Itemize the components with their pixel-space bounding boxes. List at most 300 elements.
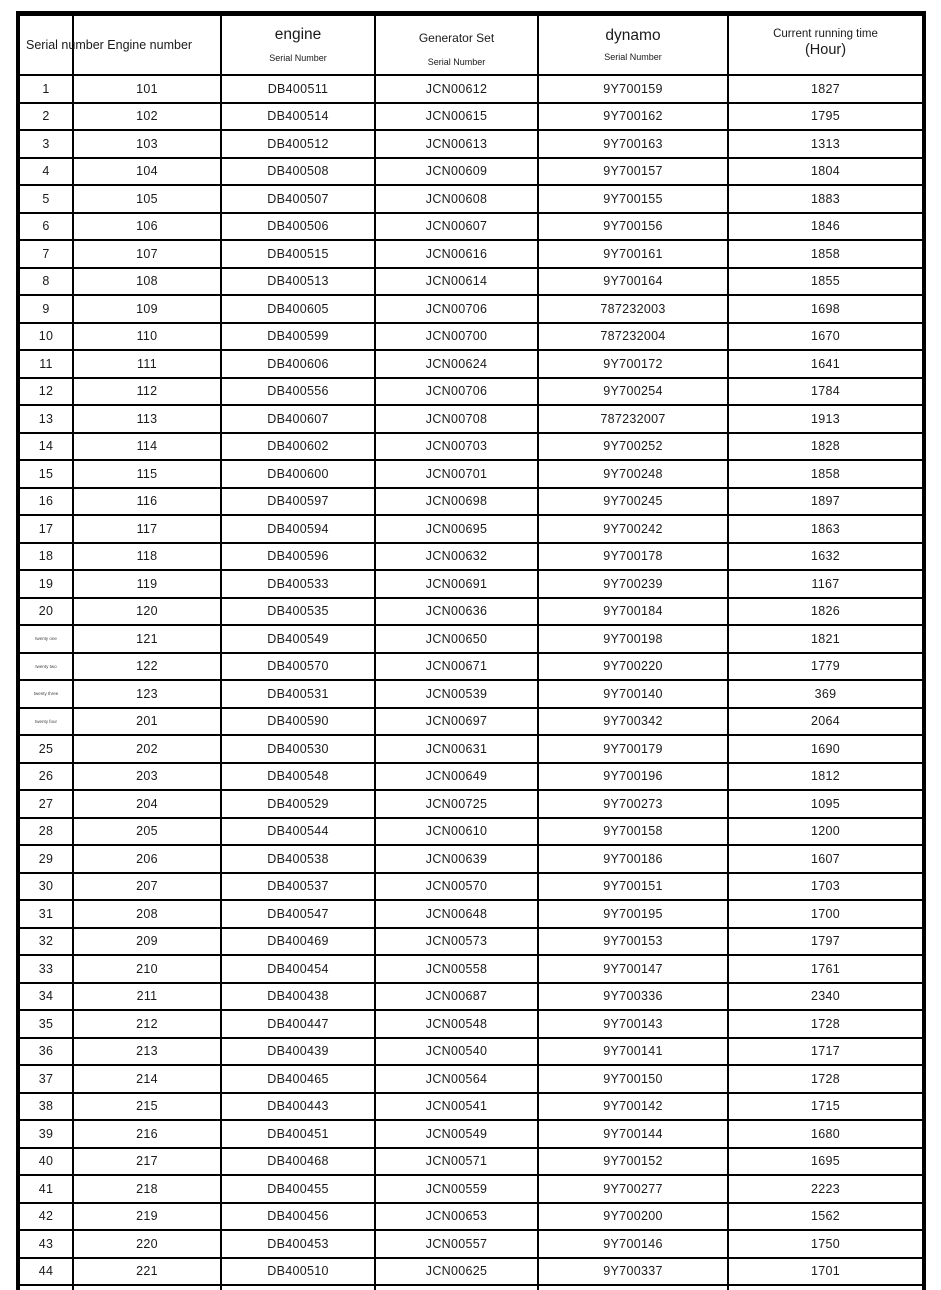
engine-serial-cell: DB400530	[221, 735, 375, 763]
engine-number-cell: 212	[73, 1010, 221, 1038]
hours-cell: 1641	[728, 350, 924, 378]
engine-number-cell: 108	[73, 268, 221, 296]
generator-serial-cell: JCN00636	[375, 598, 538, 626]
generator-serial-cell: JCN00571	[375, 1148, 538, 1176]
engine-number-cell: 122	[73, 653, 221, 681]
serial-cell: 41	[18, 1175, 73, 1203]
header-running-time	[728, 14, 924, 76]
hours-cell: 1680	[728, 1120, 924, 1148]
engine-serial-cell: DB400468	[221, 1148, 375, 1176]
dynamo-serial-cell: 9Y700198	[538, 625, 728, 653]
engine-serial-cell: DB400535	[221, 598, 375, 626]
hours-cell: 1855	[728, 268, 924, 296]
table-row	[18, 268, 924, 296]
dynamo-serial-cell: 9Y700342	[538, 708, 728, 736]
dynamo-serial-cell: 9Y700144	[538, 1120, 728, 1148]
table-row	[18, 240, 924, 268]
engine-serial-cell: DB400531	[221, 680, 375, 708]
engine-serial-cell: DB400456	[221, 1203, 375, 1231]
dynamo-serial-cell: 9Y700186	[538, 845, 728, 873]
hours-cell: 1897	[728, 488, 924, 516]
generator-serial-cell: JCN00557	[375, 1230, 538, 1258]
engine-header-title: engine	[274, 26, 322, 43]
serial-cell: 36	[18, 1038, 73, 1066]
running-time-header-unit: (Hour)	[804, 42, 847, 58]
hours-cell: 1858	[728, 460, 924, 488]
generator-serial-cell: JCN00650	[375, 625, 538, 653]
generator-header-title: Generator Set	[418, 31, 495, 45]
generator-serial-cell: JCN00687	[375, 983, 538, 1011]
serial-cell: 3	[18, 130, 73, 158]
generator-serial-cell: JCN00700	[375, 323, 538, 351]
serial-cell: 5	[18, 185, 73, 213]
table-row	[18, 1065, 924, 1093]
hours-cell: 1095	[728, 790, 924, 818]
dynamo-serial-cell: 9Y700142	[538, 1093, 728, 1121]
serial-cell: 15	[18, 460, 73, 488]
engine-serial-cell: DB400507	[221, 185, 375, 213]
dynamo-serial-cell: 9Y700163	[538, 130, 728, 158]
dynamo-serial-cell: 9Y700196	[538, 763, 728, 791]
hours-cell: 1698	[728, 295, 924, 323]
table-row	[18, 295, 924, 323]
dynamo-serial-cell: 9Y700337	[538, 1258, 728, 1286]
table-row	[18, 570, 924, 598]
hours-cell: 1313	[728, 130, 924, 158]
dynamo-serial-cell: 9Y700195	[538, 900, 728, 928]
engine-number-cell: 120	[73, 598, 221, 626]
engine-serial-cell: DB400506	[221, 213, 375, 241]
engine-number-cell: 105	[73, 185, 221, 213]
hours-cell: 1717	[728, 1038, 924, 1066]
dynamo-serial-cell: 9Y700155	[538, 185, 728, 213]
generator-serial-cell: JCN00706	[375, 378, 538, 406]
table-row	[18, 1148, 924, 1176]
serial-cell: 13	[18, 405, 73, 433]
engine-number-cell: 210	[73, 955, 221, 983]
hours-cell: 1632	[728, 543, 924, 571]
hours-cell: 1826	[728, 598, 924, 626]
generator-serial-cell: JCN00573	[375, 928, 538, 956]
generator-serial-cell: JCN00698	[375, 488, 538, 516]
table-row	[18, 323, 924, 351]
dynamo-serial-cell: 9Y700179	[538, 735, 728, 763]
engine-serial-cell: DB400511	[221, 75, 375, 103]
generator-serial-cell: JCN00691	[375, 570, 538, 598]
generator-serial-cell: JCN00558	[375, 955, 538, 983]
dynamo-serial-cell: 9Y700252	[538, 433, 728, 461]
header-dynamo-serial	[538, 14, 728, 76]
dynamo-header-subtitle: Serial Number	[604, 52, 662, 62]
generator-serial-cell: JCN00607	[375, 213, 538, 241]
engine-serial-cell: DB400510	[221, 1258, 375, 1286]
serial-cell: 8	[18, 268, 73, 296]
hours-cell: 1728	[728, 1010, 924, 1038]
dynamo-serial-cell: 9Y700161	[538, 240, 728, 268]
engine-serial-cell: DB400533	[221, 570, 375, 598]
serial-cell: twenty two	[18, 653, 73, 681]
engine-serial-cell: DB400556	[221, 378, 375, 406]
table-row	[18, 680, 924, 708]
serial-cell: 34	[18, 983, 73, 1011]
serial-cell: 2	[18, 103, 73, 131]
table-row	[18, 213, 924, 241]
engine-number-cell: 218	[73, 1175, 221, 1203]
engine-serial-cell: DB400537	[221, 873, 375, 901]
table-row	[18, 790, 924, 818]
hours-cell: 1863	[728, 515, 924, 543]
table-row	[18, 405, 924, 433]
generator-serial-cell: JCN00549	[375, 1120, 538, 1148]
engine-serial-cell: DB400599	[221, 323, 375, 351]
engine-serial-cell: DB400455	[221, 1175, 375, 1203]
dynamo-serial-cell: 9Y700141	[538, 1038, 728, 1066]
header-generator-serial	[375, 14, 538, 76]
serial-cell: 12	[18, 378, 73, 406]
table-row	[18, 598, 924, 626]
engine-number-cell: 114	[73, 433, 221, 461]
engine-serial-cell: DB400606	[221, 350, 375, 378]
serial-cell: twenty three	[18, 680, 73, 708]
engine-number-cell: 115	[73, 460, 221, 488]
serial-cell: 39	[18, 1120, 73, 1148]
generator-header-subtitle: Serial Number	[427, 57, 486, 67]
table-row	[18, 130, 924, 158]
serial-cell: 1	[18, 75, 73, 103]
serial-cell: 14	[18, 433, 73, 461]
engine-serial-cell: DB400570	[221, 653, 375, 681]
hours-cell: 1703	[728, 873, 924, 901]
table-row	[18, 1120, 924, 1148]
generator-serial-cell: JCN00608	[375, 185, 538, 213]
hours-cell: 1700	[728, 900, 924, 928]
hours-cell: 1846	[728, 213, 924, 241]
dynamo-serial-cell: 9Y700172	[538, 350, 728, 378]
generator-serial-cell: JCN00610	[375, 818, 538, 846]
generator-serial-cell: JCN00616	[375, 240, 538, 268]
empty-cell	[375, 1285, 538, 1290]
serial-cell: 37	[18, 1065, 73, 1093]
serial-cell: 44	[18, 1258, 73, 1286]
serial-cell: 18	[18, 543, 73, 571]
engine-number-cell: 216	[73, 1120, 221, 1148]
engine-serial-cell: DB400590	[221, 708, 375, 736]
header-engine-serial	[221, 14, 375, 76]
engine-number-cell: 208	[73, 900, 221, 928]
dynamo-serial-cell: 9Y700220	[538, 653, 728, 681]
serial-cell: 31	[18, 900, 73, 928]
dynamo-serial-cell: 9Y700254	[538, 378, 728, 406]
engine-number-cell: 202	[73, 735, 221, 763]
dynamo-serial-cell: 9Y700150	[538, 1065, 728, 1093]
engine-serial-cell: DB400600	[221, 460, 375, 488]
table-row	[18, 515, 924, 543]
partial-row	[18, 1285, 924, 1290]
dynamo-serial-cell: 9Y700242	[538, 515, 728, 543]
dynamo-serial-cell: 9Y700158	[538, 818, 728, 846]
serial-cell: 28	[18, 818, 73, 846]
generator-serial-cell: JCN00615	[375, 103, 538, 131]
generator-serial-cell: JCN00695	[375, 515, 538, 543]
serial-cell: 11	[18, 350, 73, 378]
serial-cell: 42	[18, 1203, 73, 1231]
engine-serial-cell: DB400469	[221, 928, 375, 956]
engine-number-cell: 117	[73, 515, 221, 543]
engine-serial-cell: DB400513	[221, 268, 375, 296]
dynamo-serial-cell: 9Y700147	[538, 955, 728, 983]
generator-serial-cell: JCN00539	[375, 680, 538, 708]
hours-cell: 369	[728, 680, 924, 708]
hours-cell: 1804	[728, 158, 924, 186]
table-row	[18, 1230, 924, 1258]
header-engine-number	[73, 14, 221, 76]
hours-cell: 1695	[728, 1148, 924, 1176]
engine-number-cell: 104	[73, 158, 221, 186]
dynamo-serial-cell: 9Y700239	[538, 570, 728, 598]
hours-cell: 1913	[728, 405, 924, 433]
dynamo-serial-cell: 9Y700157	[538, 158, 728, 186]
generator-serial-cell: JCN00639	[375, 845, 538, 873]
serial-cell: 16	[18, 488, 73, 516]
engine-number-cell: 207	[73, 873, 221, 901]
engine-serial-cell: DB400515	[221, 240, 375, 268]
generator-serial-cell: JCN00671	[375, 653, 538, 681]
hours-cell: 1607	[728, 845, 924, 873]
dynamo-serial-cell: 9Y700248	[538, 460, 728, 488]
table-row	[18, 1175, 924, 1203]
engine-serial-cell: DB400544	[221, 818, 375, 846]
table-row	[18, 653, 924, 681]
table-row	[18, 735, 924, 763]
serial-cell: 35	[18, 1010, 73, 1038]
engine-number-cell: 106	[73, 213, 221, 241]
engine-serial-cell: DB400438	[221, 983, 375, 1011]
engine-number-cell: 206	[73, 845, 221, 873]
engine-number-cell: 118	[73, 543, 221, 571]
engine-number-cell: 215	[73, 1093, 221, 1121]
hours-cell: 1670	[728, 323, 924, 351]
engine-number-cell: 113	[73, 405, 221, 433]
table-row	[18, 350, 924, 378]
engine-number-cell: 107	[73, 240, 221, 268]
hours-cell: 2223	[728, 1175, 924, 1203]
dynamo-serial-cell: 9Y700200	[538, 1203, 728, 1231]
serial-cell: 43	[18, 1230, 73, 1258]
hours-cell: 1728	[728, 1065, 924, 1093]
engine-serial-cell: DB400597	[221, 488, 375, 516]
table-row	[18, 1038, 924, 1066]
engine-number-cell: 221	[73, 1258, 221, 1286]
table-row	[18, 818, 924, 846]
table-row	[18, 708, 924, 736]
equipment-table	[16, 11, 926, 1290]
hours-cell: 2340	[728, 983, 924, 1011]
serial-cell: 29	[18, 845, 73, 873]
engine-serial-cell: DB400465	[221, 1065, 375, 1093]
serial-cell: 7	[18, 240, 73, 268]
engine-serial-cell: DB400549	[221, 625, 375, 653]
generator-serial-cell: JCN00612	[375, 75, 538, 103]
table-row	[18, 955, 924, 983]
dynamo-serial-cell: 9Y700143	[538, 1010, 728, 1038]
dynamo-serial-cell: 9Y700146	[538, 1230, 728, 1258]
empty-cell	[18, 1285, 73, 1290]
hours-cell: 1795	[728, 103, 924, 131]
table-row	[18, 873, 924, 901]
generator-serial-cell: JCN00648	[375, 900, 538, 928]
generator-serial-cell: JCN00701	[375, 460, 538, 488]
engine-number-cell: 211	[73, 983, 221, 1011]
engine-number-cell: 102	[73, 103, 221, 131]
dynamo-serial-cell: 9Y700156	[538, 213, 728, 241]
engine-serial-cell: DB400454	[221, 955, 375, 983]
engine-serial-cell: DB400605	[221, 295, 375, 323]
dynamo-serial-cell: 9Y700159	[538, 75, 728, 103]
serial-cell: 4	[18, 158, 73, 186]
serial-cell: 19	[18, 570, 73, 598]
dynamo-serial-cell: 9Y700178	[538, 543, 728, 571]
engine-number-cell: 204	[73, 790, 221, 818]
hours-cell: 1827	[728, 75, 924, 103]
empty-cell	[538, 1285, 728, 1290]
engine-serial-cell: DB400548	[221, 763, 375, 791]
hours-cell: 1828	[728, 433, 924, 461]
generator-serial-cell: JCN00625	[375, 1258, 538, 1286]
engine-number-cell: 101	[73, 75, 221, 103]
header-serial-number	[18, 14, 193, 76]
engine-number-cell: 219	[73, 1203, 221, 1231]
engine-number-cell: 220	[73, 1230, 221, 1258]
serial-cell: twenty one	[18, 625, 73, 653]
serial-cell: 9	[18, 295, 73, 323]
hours-cell: 1715	[728, 1093, 924, 1121]
serial-cell: 25	[18, 735, 73, 763]
engine-number-cell: 111	[73, 350, 221, 378]
hours-cell: 1858	[728, 240, 924, 268]
dynamo-serial-cell: 787232004	[538, 323, 728, 351]
serial-cell: 40	[18, 1148, 73, 1176]
serial-cell: twenty four	[18, 708, 73, 736]
engine-serial-cell: DB400439	[221, 1038, 375, 1066]
engine-serial-cell: DB400512	[221, 130, 375, 158]
generator-serial-cell: JCN00564	[375, 1065, 538, 1093]
empty-cell	[221, 1285, 375, 1290]
engine-number-cell: 203	[73, 763, 221, 791]
generator-serial-cell: JCN00540	[375, 1038, 538, 1066]
engine-number-cell: 110	[73, 323, 221, 351]
serial-cell: 32	[18, 928, 73, 956]
generator-serial-cell: JCN00624	[375, 350, 538, 378]
engine-number-cell: 109	[73, 295, 221, 323]
hours-cell: 2064	[728, 708, 924, 736]
engine-number-cell: 213	[73, 1038, 221, 1066]
engine-serial-cell: DB400447	[221, 1010, 375, 1038]
dynamo-serial-cell: 9Y700277	[538, 1175, 728, 1203]
engine-number-cell: 119	[73, 570, 221, 598]
dynamo-serial-cell: 9Y700164	[538, 268, 728, 296]
table-row	[18, 1010, 924, 1038]
hours-cell: 1200	[728, 818, 924, 846]
engine-number-cell: 217	[73, 1148, 221, 1176]
hours-cell: 1690	[728, 735, 924, 763]
table-row	[18, 1203, 924, 1231]
engine-serial-cell: DB400594	[221, 515, 375, 543]
serial-engine-header-label: Serial number Engine number	[26, 38, 193, 52]
serial-cell: 30	[18, 873, 73, 901]
generator-serial-cell: JCN00548	[375, 1010, 538, 1038]
hours-cell: 1883	[728, 185, 924, 213]
engine-serial-cell: DB400508	[221, 158, 375, 186]
engine-header-subtitle: Serial Number	[269, 53, 327, 63]
table-row	[18, 103, 924, 131]
generator-serial-cell: JCN00632	[375, 543, 538, 571]
hours-cell: 1821	[728, 625, 924, 653]
engine-number-cell: 214	[73, 1065, 221, 1093]
engine-serial-cell: DB400451	[221, 1120, 375, 1148]
generator-serial-cell: JCN00631	[375, 735, 538, 763]
generator-serial-cell: JCN00706	[375, 295, 538, 323]
hours-cell: 1562	[728, 1203, 924, 1231]
generator-serial-cell: JCN00708	[375, 405, 538, 433]
serial-cell: 26	[18, 763, 73, 791]
serial-cell: 17	[18, 515, 73, 543]
hours-cell: 1750	[728, 1230, 924, 1258]
table-row	[18, 1258, 924, 1286]
generator-serial-cell: JCN00697	[375, 708, 538, 736]
hours-cell: 1812	[728, 763, 924, 791]
engine-number-cell: 103	[73, 130, 221, 158]
generator-serial-cell: JCN00649	[375, 763, 538, 791]
header-row	[18, 14, 924, 76]
generator-serial-cell: JCN00653	[375, 1203, 538, 1231]
generator-serial-cell: JCN00541	[375, 1093, 538, 1121]
running-time-header-title: Current running time	[773, 28, 878, 40]
dynamo-serial-cell: 787232007	[538, 405, 728, 433]
hours-cell: 1797	[728, 928, 924, 956]
hours-cell: 1701	[728, 1258, 924, 1286]
table-row	[18, 845, 924, 873]
generator-serial-cell: JCN00725	[375, 790, 538, 818]
dynamo-serial-cell: 787232003	[538, 295, 728, 323]
generator-serial-cell: JCN00614	[375, 268, 538, 296]
engine-serial-cell: DB400547	[221, 900, 375, 928]
dynamo-serial-cell: 9Y700140	[538, 680, 728, 708]
engine-serial-cell: DB400453	[221, 1230, 375, 1258]
generator-serial-cell: JCN00609	[375, 158, 538, 186]
table-row	[18, 928, 924, 956]
dynamo-serial-cell: 9Y700153	[538, 928, 728, 956]
dynamo-serial-cell: 9Y700162	[538, 103, 728, 131]
dynamo-serial-cell: 9Y700336	[538, 983, 728, 1011]
hours-cell: 1779	[728, 653, 924, 681]
dynamo-serial-cell: 9Y700151	[538, 873, 728, 901]
table-row	[18, 158, 924, 186]
engine-serial-cell: DB400529	[221, 790, 375, 818]
table-row	[18, 75, 924, 103]
serial-cell: 33	[18, 955, 73, 983]
generator-serial-cell: JCN00703	[375, 433, 538, 461]
engine-serial-cell: DB400602	[221, 433, 375, 461]
dynamo-serial-cell: 9Y700184	[538, 598, 728, 626]
table-row	[18, 460, 924, 488]
engine-number-cell: 112	[73, 378, 221, 406]
table-row	[18, 763, 924, 791]
serial-cell: 27	[18, 790, 73, 818]
empty-cell	[73, 1285, 221, 1290]
serial-cell: 10	[18, 323, 73, 351]
serial-cell: 38	[18, 1093, 73, 1121]
empty-cell	[728, 1285, 924, 1290]
